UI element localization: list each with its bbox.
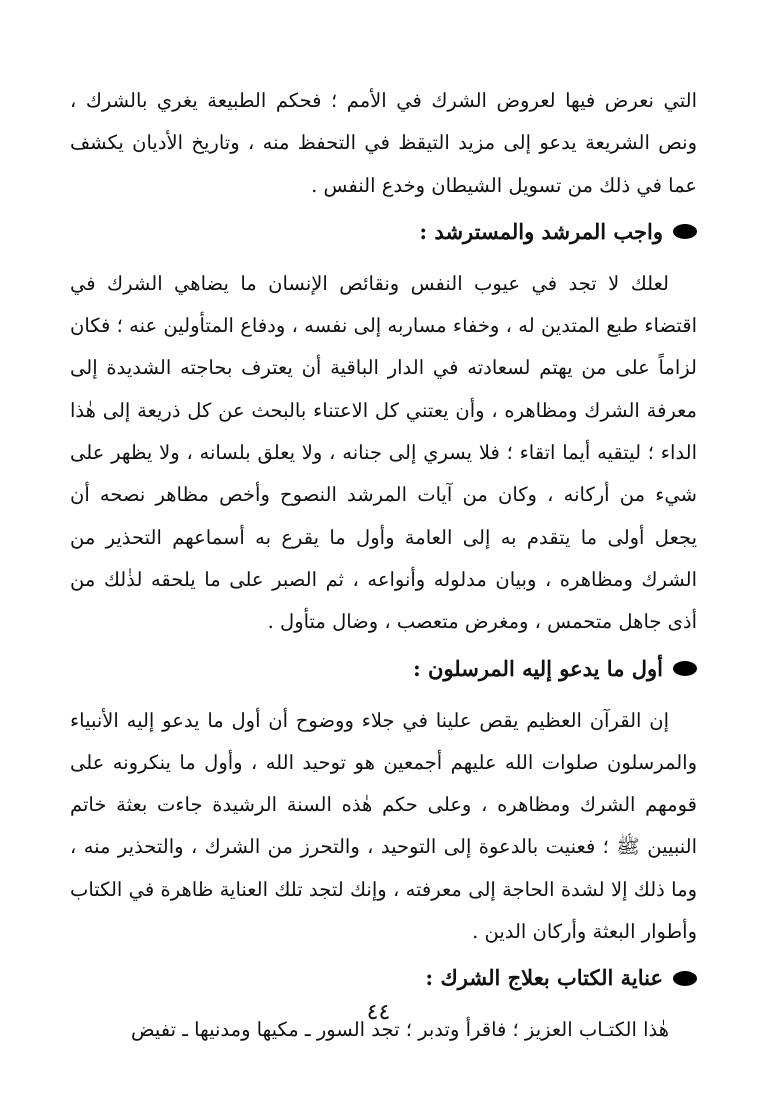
section-body-mentor-duty: لعلك لا تجد في عيوب النفس ونقائص الإنسان ما يضاهي الشرك في اقتضاء طبع المتدين له ، وخفاء مساربه إلى نفسه ، ودفاع المتأولين عنه ؛ فكان لزاماً على من يهتم لسعادته في الدار الباقية أن يعترف بحاجته الشديدة إلى معرفة الشرك ومظاهره ، وأن يعتني كل الاعتناء بالبحث عن كل ذريعة إلى هٰذا الداء ؛ ليتقيه أيما اتقاء ؛ فلا يسري إلى جنانه ، ولا يعلق بلسانه ، ولا يظهر على شيء من أركانه ، وكان من آيات المرشد النصوح وأخص مظاهر نصحه أن يجعل أولى ما يتقدم به إلى العامة وأول ما يقرع به أسماعهم التحذير من الشرك ومظاهره ، وبيان مدلوله وأنواعه ، ثم الصبر على ما يلحقه لذٰلك من أذى جاهل متحمس ، ومغرض متعصب ، وضال متأول . bbox=[70, 271, 697, 634]
bullet-dot-icon bbox=[673, 971, 697, 986]
section-body-messengers-call: إن القرآن العظيم يقص علينا في جلاء ووضوح أن أول ما يدعو إليه الأنبياء والمرسلون صلوات الله عليهم أجمعين هو توحيد الله ، وأول ما ينكرونه على قومهم الشرك ومظاهره ، وعلى حكم هٰذه السنة الرشيدة جاءت بعثة خاتم النبيين ﷺ ؛ فعنيت بالدعوة إلى التوحيد ، والتحرز من الشرك ، والتحذير منه ، وما ذلك إلا لشدة الحاجة إلى معرفته ، وإنك لتجد تلك العناية ظاهرة في الكتاب وأطوار البعثة وأركان الدين . bbox=[70, 708, 697, 944]
section-heading-text: عناية الكتاب بعلاج الشرك : bbox=[425, 965, 663, 991]
section-heading-text: واجب المرشد والمسترشد : bbox=[419, 218, 663, 244]
section-body-book-care: هٰذا الكتـاب العزيز ؛ فاقرأ وتدبر ؛ تجد السور ـ مكيها ومدنيها ـ تفيض bbox=[130, 1018, 669, 1042]
section-heading-messengers-call bbox=[70, 648, 697, 690]
bullet-dot-icon bbox=[673, 661, 697, 676]
section-heading-book-care bbox=[70, 957, 697, 999]
intro-paragraph: التي نعرض فيها لعروض الشرك في الأمم ؛ فحكم الطبيعة يغري بالشرك ، ونص الشريعة يدعو إلى مزيد التيقظ في التحفظ منه ، وتاريخ الأديان يكشف عما في ذلك من تسويل الشيطان وخدع النفس . bbox=[70, 89, 697, 197]
section-heading-text: أول ما يدعو إليه المرسلون : bbox=[412, 655, 663, 681]
section-heading-mentor-duty bbox=[70, 211, 697, 253]
page-number: ٤٤ bbox=[366, 1000, 391, 1025]
bullet-dot-icon bbox=[673, 224, 697, 239]
